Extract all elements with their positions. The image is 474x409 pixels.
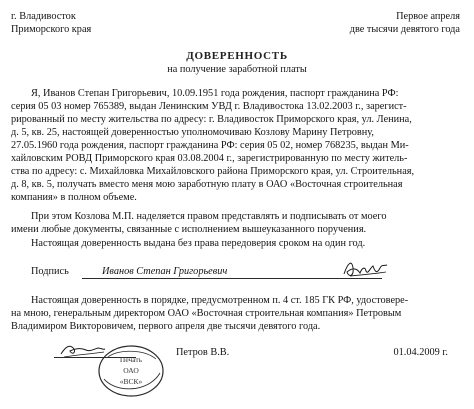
stamp-line2: ОАО bbox=[123, 366, 139, 375]
handwritten-signature-icon bbox=[340, 256, 390, 282]
text-line: на мною, генеральным директором ОАО «Восточная строительная компания» Петровым bbox=[11, 308, 402, 319]
document-title: ДОВЕРЕННОСТЬ bbox=[186, 50, 288, 62]
document-subtitle: на получение заработной платы bbox=[167, 64, 307, 75]
text-line: имени любые документы, связанные с исполнением вышеуказанного поручения. bbox=[11, 224, 367, 235]
text-line: д. 5, кв. 25, настоящей доверенностью уполномочиваю Козлову Марину Петровну, bbox=[11, 127, 374, 138]
text-line: 27.05.1960 года рождения, паспорт гражданина РФ: серия 05 02, номер 768235, выдан Ми- bbox=[11, 140, 409, 151]
signature-line bbox=[82, 278, 382, 279]
text-line: Настоящая доверенность выдана без права передоверия сроком на один год. bbox=[31, 238, 366, 249]
director-name: Петров В.В. bbox=[176, 347, 230, 358]
text-line: ства по адресу: с. Михайловка Михайловского района Приморского края, ул. Строительная, bbox=[11, 166, 415, 177]
text-line: При этом Козлова М.П. наделяется правом представлять и подписывать от моего bbox=[31, 211, 387, 222]
header-region: Приморского края bbox=[11, 24, 92, 35]
signature-label: Подпись bbox=[31, 266, 69, 277]
text-line: Владимиром Викторовичем, первого апреля две тысячи девятого года. bbox=[11, 321, 321, 332]
text-line: рированный по месту жительства по адресу: г. Владивосток Приморского края, ул. Ленина, bbox=[11, 114, 412, 125]
header-date-line1: Первое апреля bbox=[396, 11, 460, 22]
text-line: серия 05 03 номер 765389, выдан Ленинским УВД г. Владивостока 13.02.2003 г., зарегист- bbox=[11, 101, 407, 112]
stamp-line3: «ВСК» bbox=[119, 377, 143, 386]
text-line: компания» в полном объеме. bbox=[11, 192, 137, 203]
header-city: г. Владивосток bbox=[11, 11, 76, 22]
signature-name: Иванов Степан Григорьевич bbox=[102, 266, 228, 277]
text-line: Настоящая доверенность в порядке, предусмотренном п. 4 ст. 185 ГК РФ, удостовере- bbox=[31, 295, 409, 306]
document-date: 01.04.2009 г. bbox=[393, 347, 448, 358]
text-line: Я, Иванов Степан Григорьевич, 10.09.1951 года рождения, паспорт гражданина РФ: bbox=[31, 88, 399, 99]
text-line: д. 8, кв. 5, получать вместо меня мою заработную плату в ОАО «Восточная строительная bbox=[11, 179, 403, 190]
stamp-line1: Печать bbox=[119, 355, 143, 364]
stamp bbox=[96, 343, 166, 397]
header-date-line2: две тысячи девятого года bbox=[349, 24, 460, 35]
text-line: хайловским РОВД Приморского края 03.08.2004 г., зарегистрированную по месту житель- bbox=[11, 153, 408, 164]
